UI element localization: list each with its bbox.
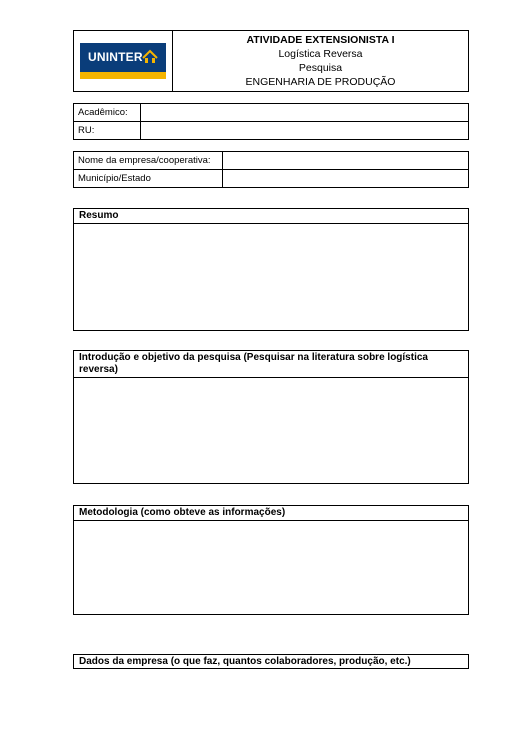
resumo-heading: Resumo — [74, 209, 468, 224]
municipio-field[interactable] — [223, 170, 469, 188]
logo-mark-icon — [141, 49, 159, 65]
empresa-field[interactable] — [223, 152, 469, 170]
resumo-section — [73, 208, 469, 331]
introducao-body[interactable] — [74, 378, 468, 478]
activity-type: Pesquisa — [298, 62, 343, 74]
empresa-label: Nome da empresa/cooperativa: — [74, 152, 223, 170]
dados-heading: Dados da empresa (o que faz, quantos colaboradores, produção, etc.) — [79, 656, 411, 667]
dados-section — [73, 654, 469, 669]
activity-subject: Logística Reversa — [278, 48, 363, 60]
metodologia-heading: Metodologia (como obteve as informações) — [74, 506, 468, 521]
company-table — [73, 151, 469, 188]
logo-cell — [74, 31, 173, 91]
academico-label: Acadêmico: — [74, 104, 141, 122]
metodologia-body[interactable] — [74, 521, 468, 611]
document-header — [73, 30, 469, 92]
activity-title: ATIVIDADE EXTENSIONISTA I — [246, 34, 395, 46]
resumo-body[interactable] — [74, 224, 468, 324]
uninter-logo — [80, 43, 166, 79]
logo-stripe — [80, 72, 166, 79]
introducao-heading: Introdução e objetivo da pesquisa (Pesquisar na literatura sobre logística reversa) — [74, 351, 468, 378]
ru-field[interactable] — [141, 122, 469, 140]
metodologia-section — [73, 505, 469, 615]
academico-field[interactable] — [141, 104, 469, 122]
logo-text: UNINTER — [88, 50, 143, 64]
title-cell — [173, 31, 468, 91]
student-table — [73, 103, 469, 140]
municipio-label: Município/Estado — [74, 170, 223, 188]
introducao-section — [73, 350, 469, 484]
course-name: ENGENHARIA DE PRODUÇÃO — [245, 76, 396, 88]
ru-label: RU: — [74, 122, 141, 140]
